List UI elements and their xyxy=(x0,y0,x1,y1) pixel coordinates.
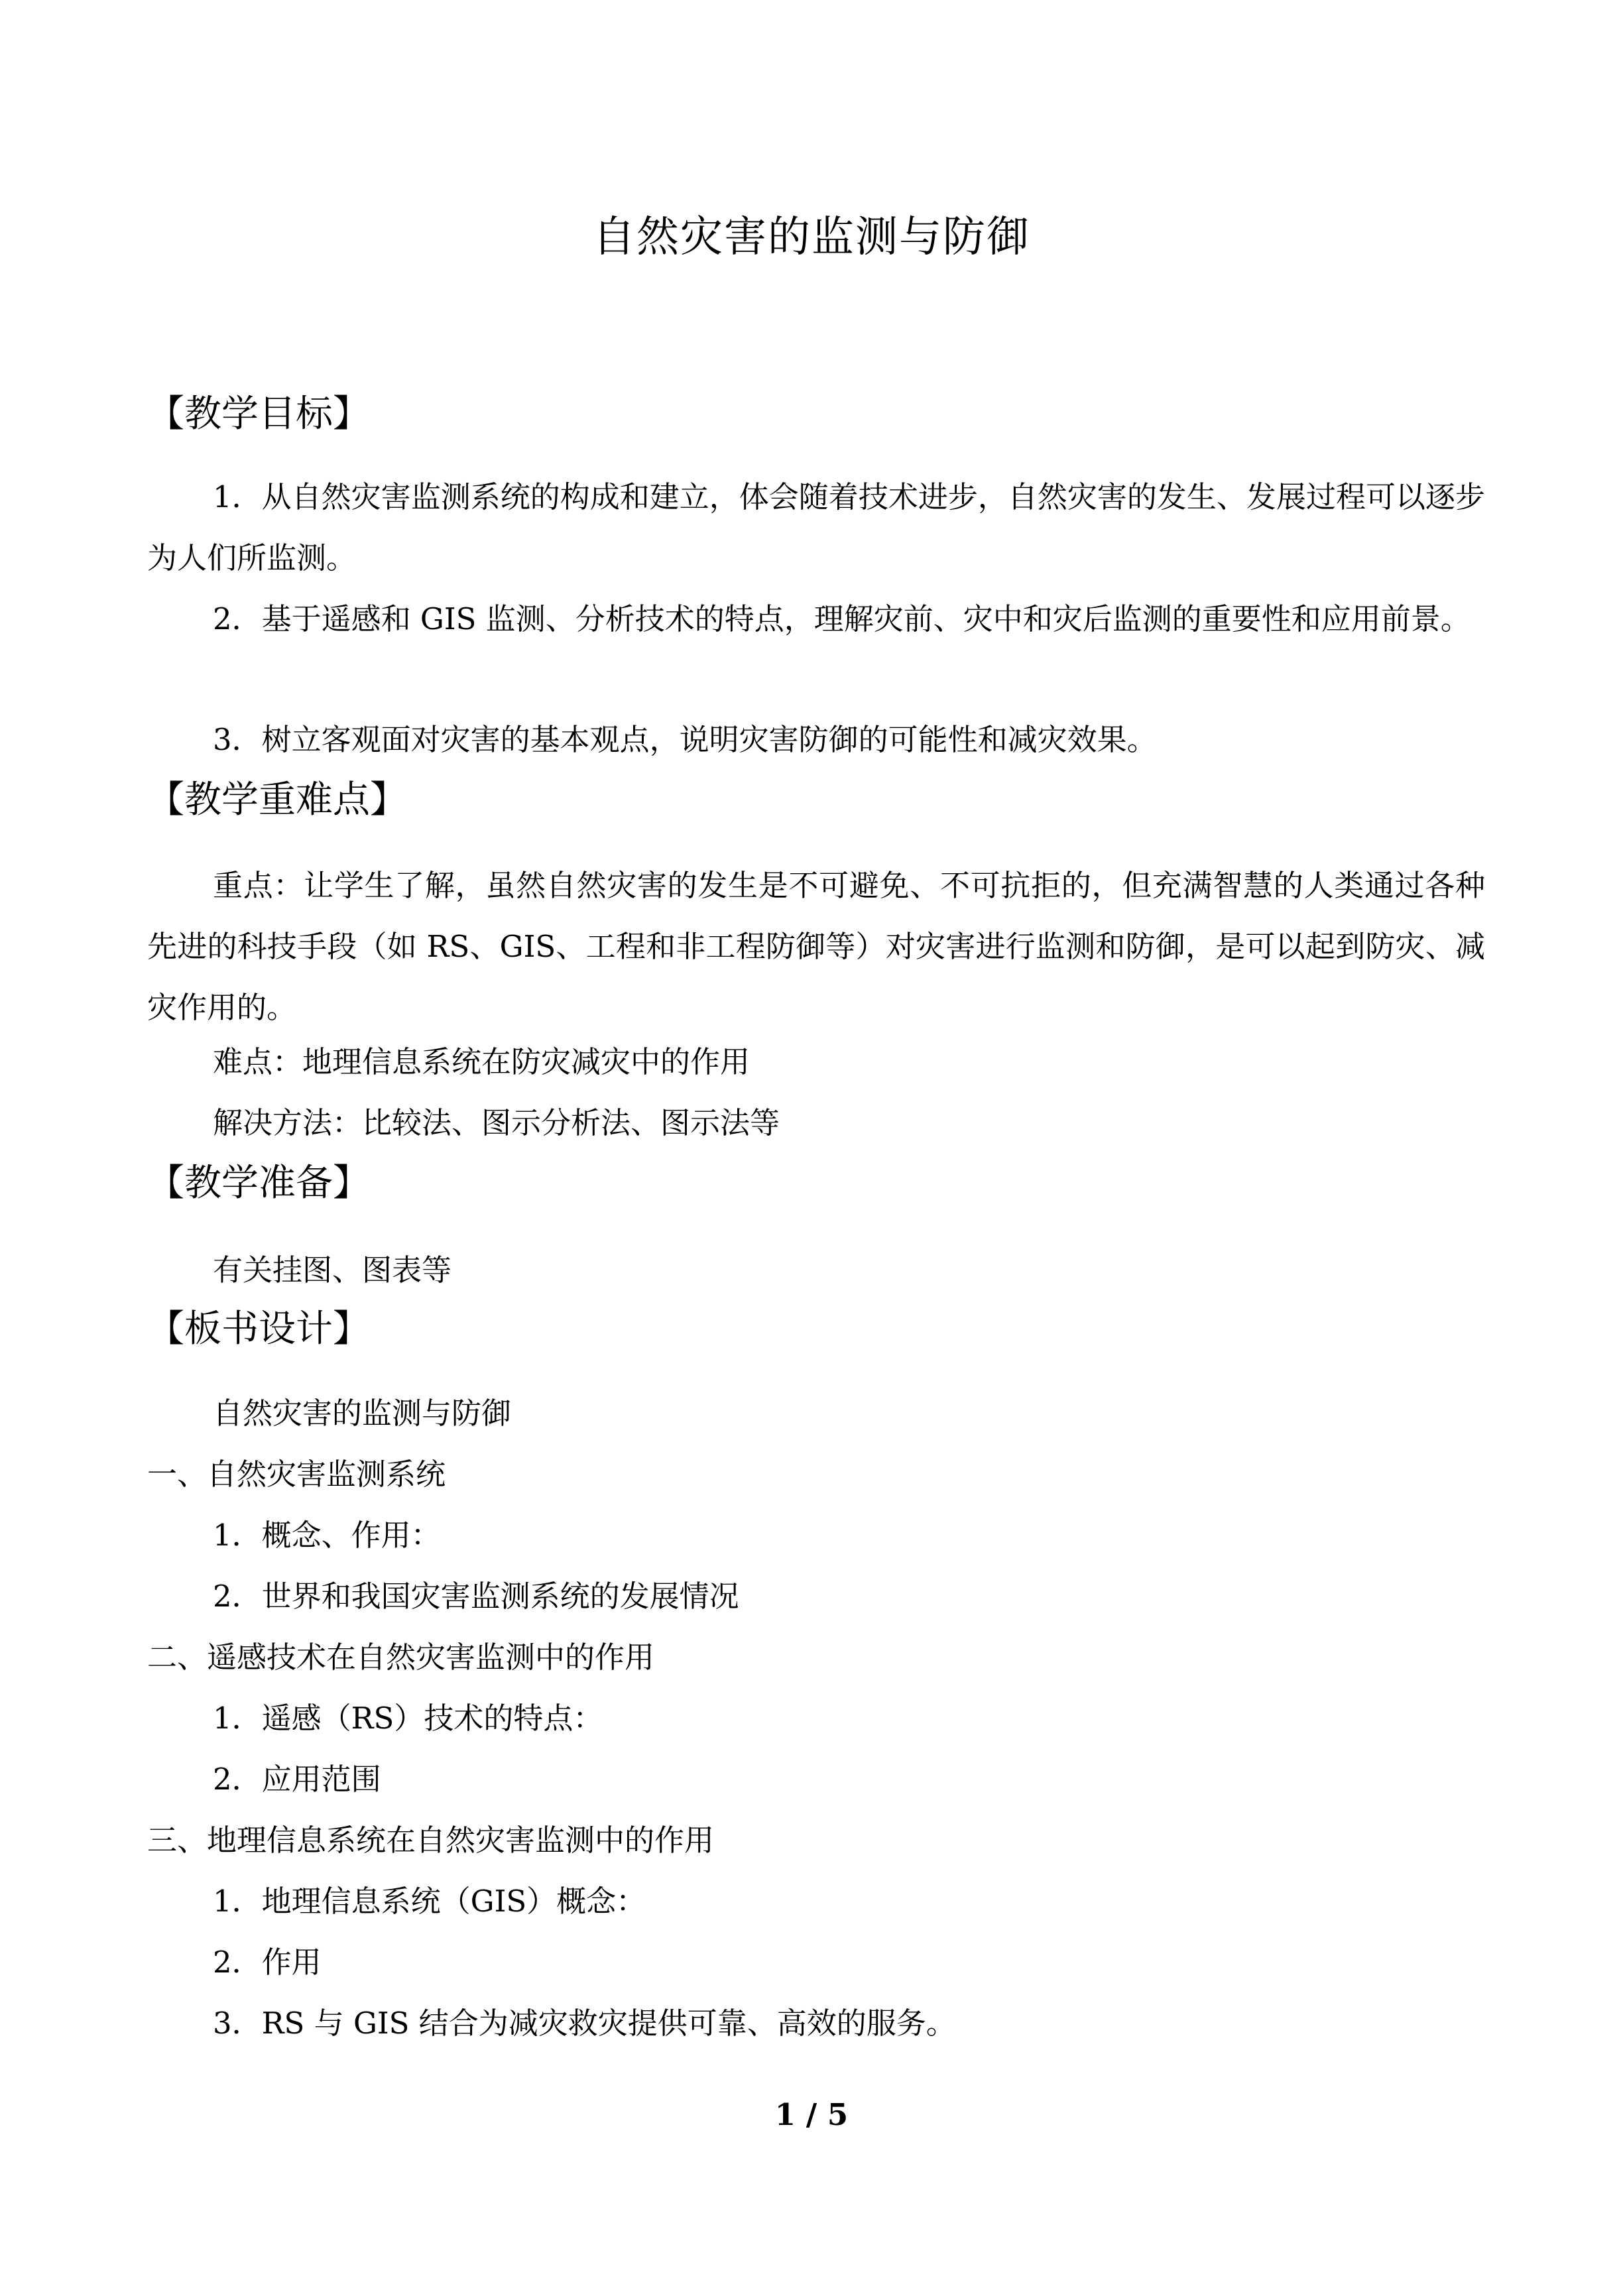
page-title: 自然灾害的监测与防御 xyxy=(593,213,1030,262)
board-part-3-item-3: 3．RS 与 GIS 结合为减灾救灾提供可靠、高效的服务。 xyxy=(213,2006,956,2041)
board-part-2: 二、遥感技术在自然灾害监测中的作用 xyxy=(147,1640,655,1675)
goal-item-3: 3．树立客观面对灾害的基本观点，说明灾害防御的可能性和减灾效果。 xyxy=(213,722,1157,757)
board-part-2-item-1: 1．遥感（RS）技术的特点： xyxy=(213,1701,603,1736)
board-part-3: 三、地理信息系统在自然灾害监测中的作用 xyxy=(147,1823,715,1858)
page-number: 1 / 5 xyxy=(774,2097,849,2132)
key-point-method: 解决方法：比较法、图示分析法、图示法等 xyxy=(213,1105,780,1140)
goal-item-2: 2．基于遥感和 GIS 监测、分析技术的特点，理解灾前、灾中和灾后监测的重要性和应用前景。 xyxy=(213,601,1471,636)
section-heading-goals: 【教学目标】 xyxy=(147,393,370,436)
board-part-3-item-2: 2．作用 xyxy=(213,1945,322,1980)
board-part-1-item-2: 2．世界和我国灾害监测系统的发展情况 xyxy=(213,1579,739,1614)
board-part-1-item-1: 1．概念、作用： xyxy=(213,1518,441,1553)
section-heading-board: 【板书设计】 xyxy=(147,1307,370,1351)
preparation-text: 有关挂图、图表等 xyxy=(213,1252,452,1288)
board-part-1: 一、自然灾害监测系统 xyxy=(147,1457,446,1492)
key-point-difficulty: 难点：地理信息系统在防灾减灾中的作用 xyxy=(213,1044,751,1079)
section-heading-key-points: 【教学重难点】 xyxy=(147,778,407,821)
goal-item-1: 1．从自然灾害监测系统的构成和建立，体会随着技术进步，自然灾害的发生、发展过程可以逐步为人们所监测。 xyxy=(147,479,1485,575)
key-point-focus: 重点：让学生了解，虽然自然灾害的发生是不可避免、不可抗拒的，但充满智慧的人类通过各种先进的科技手段（如 RS、GIS、工程和非工程防御等）对灾害进行监测和防御，是可以起到防灾、减灾作用的。 xyxy=(147,868,1485,1025)
section-heading-preparation: 【教学准备】 xyxy=(147,1162,370,1205)
board-part-2-item-2: 2．应用范围 xyxy=(213,1762,381,1797)
board-title: 自然灾害的监测与防御 xyxy=(213,1396,512,1431)
board-part-3-item-1: 1．地理信息系统（GIS）概念： xyxy=(213,1884,646,1919)
